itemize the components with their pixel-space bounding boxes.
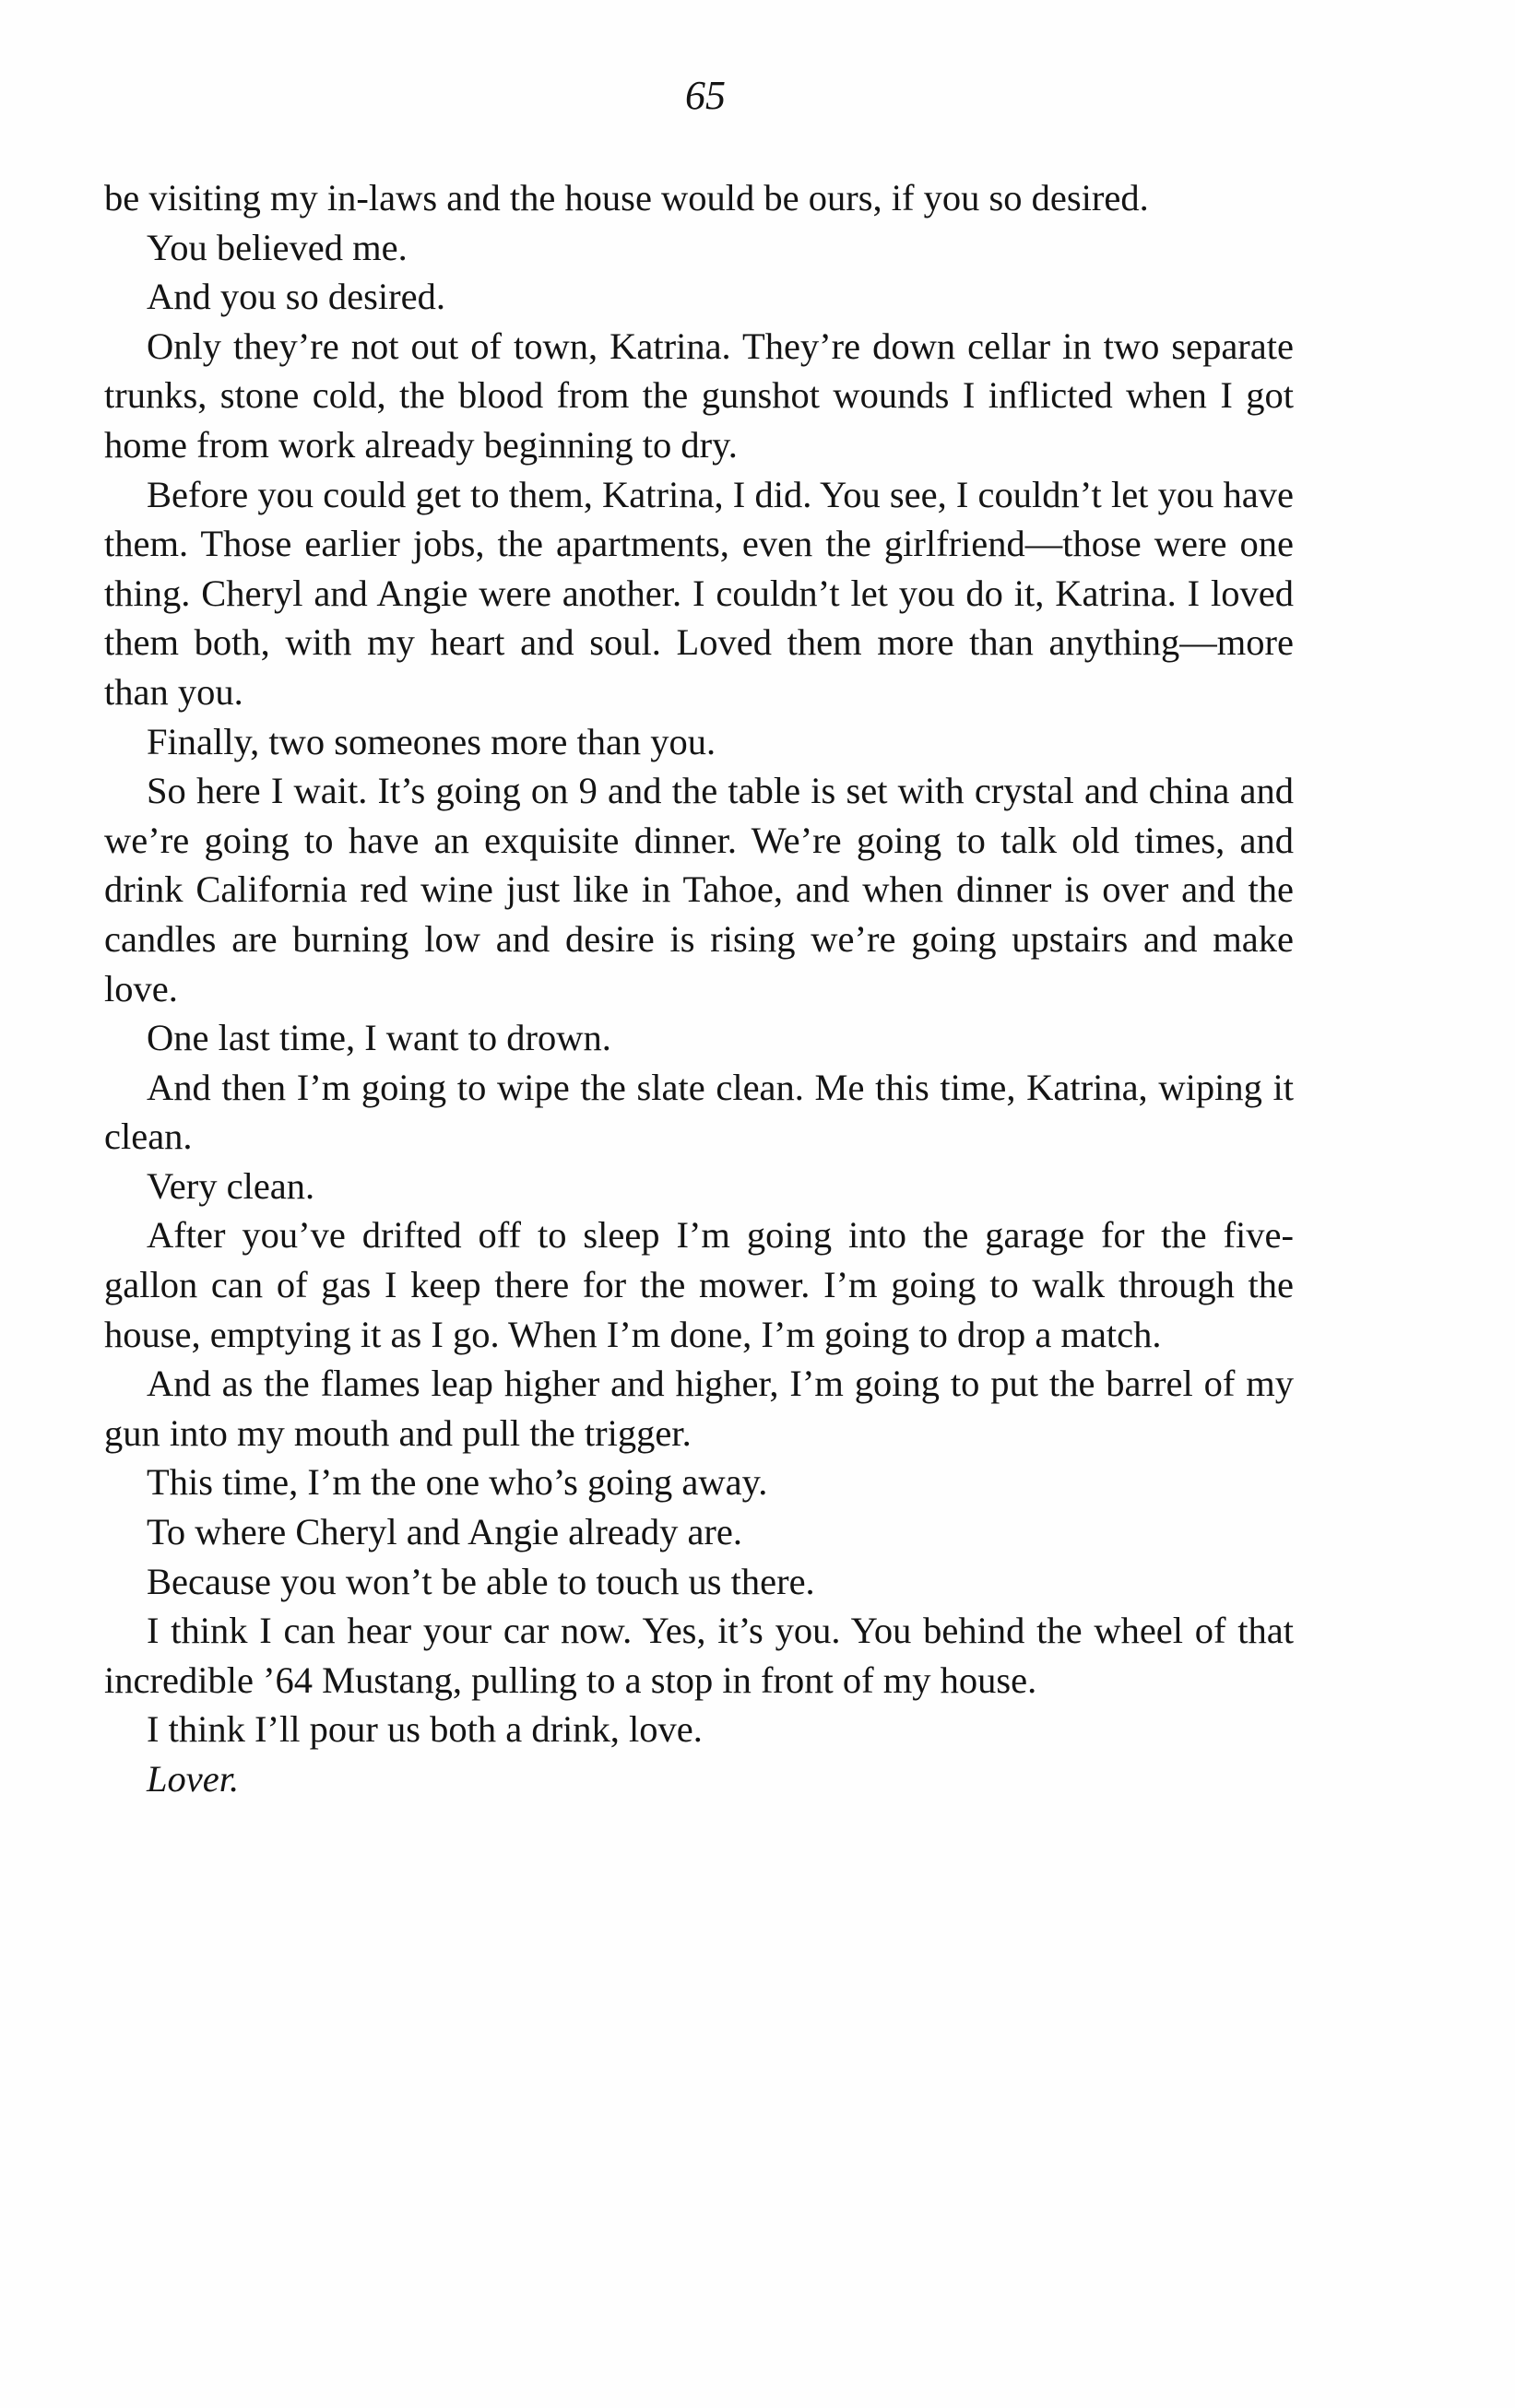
paragraph-10: Very clean. [147,1164,315,1207]
paragraph-2: You believed me. [147,226,408,268]
paragraph-16: I think I can hear your car now. Yes, it’s you. You behind the wheel of that incredible ’64 Mustang, pulling to a stop in front of my house. [104,1610,1294,1701]
paragraph-14: To where Cheryl and Angie already are. [147,1511,743,1553]
paragraph-11: After you’ve drifted off to sleep I’m going into the garage for the five-gallon can of gas I keep there for the mower. I’m going to walk through the house, emptying it as I go. When I’m done, I’m going to drop a match. [104,1214,1294,1355]
page-number: 65 [685,73,726,118]
paragraph-6: Finally, two someones more than you. [147,720,716,762]
paragraph-4: Only they’re not out of town, Katrina. They’re down cellar in two separate trunks, stone cold, the blood from the gunshot wounds I inflicted when I got home from work already beginning to dry. [104,325,1294,466]
paragraph-15: Because you won’t be able to touch us there. [147,1560,815,1602]
paragraph-8: One last time, I want to drown. [147,1017,611,1059]
paragraph-5: Before you could get to them, Katrina, I did. You see, I couldn’t let you have them. Those earlier jobs, the apartments, even the girlfriend—those were one thing. Cheryl and Angie were another. I couldn’t let you do it, Katrina. I loved them both, with my heart and soul. Loved them more than anything—more than you. [104,473,1294,713]
paragraph-1: be visiting my in-laws and the house would be ours, if you so desired. [104,177,1149,218]
paragraph-17: I think I’ll pour us both a drink, love. [147,1708,703,1751]
paragraph-3: And you so desired. [147,276,445,318]
body-text [104,173,1294,1804]
paragraph-12: And as the flames leap higher and higher, I’m going to put the barrel of my gun into my mouth and pull the trigger. [104,1363,1294,1454]
paragraph-18: Lover. [147,1758,240,1800]
paragraph-13: This time, I’m the one who’s going away. [147,1461,768,1504]
paragraph-7: So here I wait. It’s going on 9 and the table is set with crystal and china and we’re going to have an exquisite dinner. We’re going to talk old times, and drink California red wine just like in Tahoe, and when dinner is over and the candles are burning low and desire is rising we’re going upstairs and make love. [104,770,1294,1009]
paragraph-9: And then I’m going to wipe the slate clean. Me this time, Katrina, wiping it clean. [104,1066,1294,1158]
